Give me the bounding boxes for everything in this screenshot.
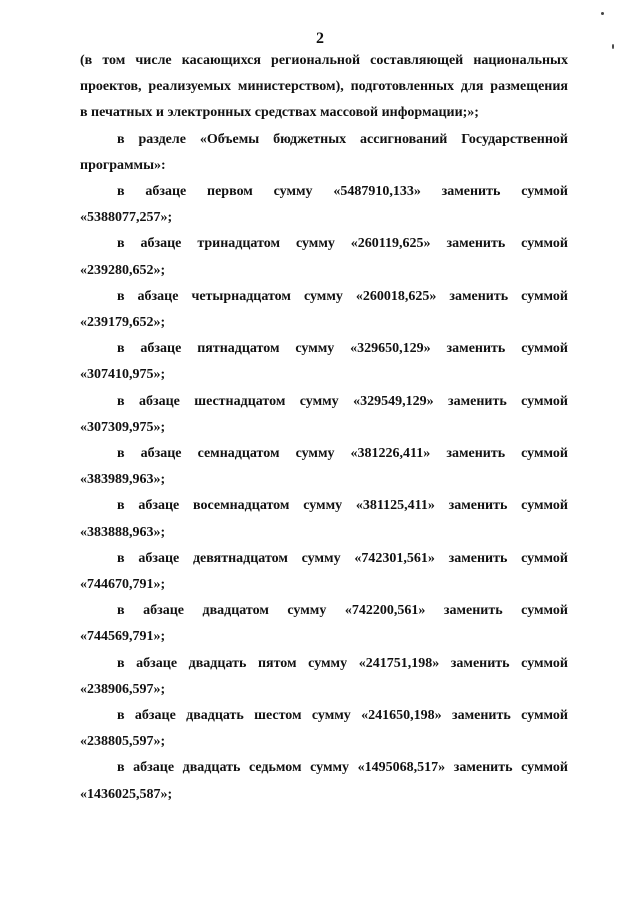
amendment-word: двадцать <box>186 708 244 724</box>
amendments-list <box>80 179 568 808</box>
amendment-new-value: «238805,597»; <box>80 734 166 750</box>
amendment-word: суммой <box>521 236 568 252</box>
intro-line: в печатных и электронных средствах массовой информации;»; <box>80 105 479 121</box>
amendment-word: «1495068,517» <box>357 760 446 776</box>
amendment-word: в <box>117 655 125 671</box>
amendment-word: суммой <box>521 498 568 514</box>
amendment-word: шестнадцатом <box>194 393 286 409</box>
amendment-word: заменить <box>446 446 506 462</box>
amendment-word: седьмом <box>248 760 302 776</box>
amendment-word: в <box>117 393 125 409</box>
amendment-word: девятнадцатом <box>192 550 288 566</box>
amendment-word: первом <box>207 184 253 200</box>
amendment-line <box>80 755 568 781</box>
amendment-word: в <box>117 603 125 619</box>
amendment-word: абзаце <box>140 446 182 462</box>
amendment-word: «241751,198» <box>358 655 440 671</box>
section-line: в разделе «Объемы бюджетных ассигнований Государственной <box>117 131 568 147</box>
amendment-new-value: «383888,963»; <box>80 524 166 540</box>
amendment-word: абзаце <box>140 236 182 252</box>
amendment-word: абзаце <box>138 393 180 409</box>
amendment-word: суммой <box>521 708 568 724</box>
amendment-new-value: «744569,791»; <box>80 629 166 645</box>
amendment-new-value: «239280,652»; <box>80 262 166 278</box>
amendment-word: «329650,129» <box>350 341 431 357</box>
amendment-word: заменить <box>448 550 508 566</box>
amendment-word: восемнадцатом <box>193 498 290 514</box>
document-body <box>80 48 568 808</box>
amendment-word: семнадцатом <box>197 446 280 462</box>
amendment-word: в <box>117 446 125 462</box>
amendment-word: сумму <box>308 655 348 671</box>
intro-line: проектов, реализуемых министерством), подготовленных для размещения <box>80 79 568 95</box>
amendment-word: суммой <box>521 446 568 462</box>
amendment-word: абзаце <box>137 288 179 304</box>
amendment-word: сумму <box>301 550 341 566</box>
amendment-word: сумму <box>287 603 327 619</box>
amendment-word: заменить <box>446 236 506 252</box>
amendment-word: абзаце <box>145 184 187 200</box>
amendment-word: тринадцатом <box>197 236 281 252</box>
amendment-word: в <box>117 550 125 566</box>
amendment-word: суммой <box>521 760 568 776</box>
amendment-word: «329549,129» <box>353 393 434 409</box>
amendment-word: сумму <box>299 393 339 409</box>
amendment-word: суммой <box>521 184 568 200</box>
amendment-word: суммой <box>521 603 568 619</box>
amendment-word: абзаце <box>143 603 184 619</box>
amendment-word: сумму <box>310 760 350 776</box>
amendment-word: пятнадцатом <box>197 341 280 357</box>
amendment-word: «742301,561» <box>354 550 435 566</box>
amendment-word: сумму <box>295 446 335 462</box>
amendment-word: сумму <box>273 184 313 200</box>
amendment-word: заменить <box>446 341 506 357</box>
amendment-new-value: «5388077,257»; <box>80 210 173 226</box>
amendment-word: заменить <box>447 393 507 409</box>
amendment-word: суммой <box>521 655 568 671</box>
amendment-word: сумму <box>295 341 335 357</box>
amendment-word: абзаце <box>134 708 176 724</box>
amendment-line <box>80 598 568 624</box>
amendment-word: в <box>117 760 125 776</box>
amendment-word: суммой <box>521 341 568 357</box>
amendment-line <box>80 389 568 415</box>
amendment-word: в <box>117 288 125 304</box>
amendment-new-value: «307309,975»; <box>80 419 166 435</box>
amendment-word: абзаце <box>136 655 178 671</box>
amendment-new-value: «383989,963»; <box>80 472 166 488</box>
amendment-word: заменить <box>448 498 508 514</box>
amendment-new-value: «239179,652»; <box>80 315 166 331</box>
amendment-word: «260119,625» <box>350 236 431 252</box>
amendment-new-value: «1436025,587»; <box>80 786 173 802</box>
amendment-line <box>80 493 568 519</box>
amendment-line <box>80 284 568 310</box>
amendment-line <box>80 703 568 729</box>
amendment-word: абзаце <box>138 498 180 514</box>
amendment-word: двадцатом <box>202 603 269 619</box>
amendment-new-value: «238906,597»; <box>80 681 166 697</box>
amendment-word: сумму <box>295 236 335 252</box>
amendment-word: заменить <box>450 655 510 671</box>
amendment-line <box>80 441 568 467</box>
amendment-word: «742200,561» <box>344 603 426 619</box>
amendment-word: заменить <box>449 288 509 304</box>
amendment-word: «5487910,133» <box>333 184 421 200</box>
amendment-word: в <box>117 184 125 200</box>
amendment-word: двадцать <box>182 760 241 776</box>
page-number: 2 <box>316 30 324 47</box>
amendment-word: сумму <box>303 288 343 304</box>
amendment-word: «381226,411» <box>350 446 431 462</box>
scan-speck <box>612 44 614 49</box>
amendment-word: «260018,625» <box>355 288 437 304</box>
amendment-word: шестом <box>254 708 302 724</box>
amendment-word: «381125,411» <box>355 498 435 514</box>
amendment-word: абзаце <box>138 550 180 566</box>
amendment-word: суммой <box>521 288 568 304</box>
amendment-word: сумму <box>303 498 343 514</box>
amendment-word: заменить <box>451 708 511 724</box>
amendment-word: двадцать <box>188 655 247 671</box>
amendment-line <box>80 651 568 677</box>
amendment-word: сумму <box>311 708 351 724</box>
scan-speck <box>601 12 604 15</box>
amendment-word: заменить <box>443 603 503 619</box>
section-line: программы»: <box>80 157 166 173</box>
amendment-new-value: «744670,791»; <box>80 577 166 593</box>
amendment-word: абзаце <box>140 341 182 357</box>
amendment-word: в <box>117 341 125 357</box>
amendment-word: «241650,198» <box>361 708 442 724</box>
amendment-new-value: «307410,975»; <box>80 367 166 383</box>
amendment-line <box>80 179 568 205</box>
amendment-word: заменить <box>453 760 513 776</box>
amendment-word: в <box>117 498 125 514</box>
amendment-word: абзаце <box>133 760 175 776</box>
amendment-word: в <box>117 708 125 724</box>
amendment-word: четырнадцатом <box>191 288 291 304</box>
intro-line: (в том числе касающихся региональной составляющей национальных <box>80 53 568 68</box>
amendment-word: в <box>117 236 125 252</box>
amendment-word: суммой <box>521 393 568 409</box>
amendment-line <box>80 336 568 362</box>
amendment-word: пятом <box>257 655 297 671</box>
amendment-word: суммой <box>521 550 568 566</box>
amendment-line <box>80 231 568 257</box>
amendment-line <box>80 546 568 572</box>
amendment-word: заменить <box>441 184 501 200</box>
